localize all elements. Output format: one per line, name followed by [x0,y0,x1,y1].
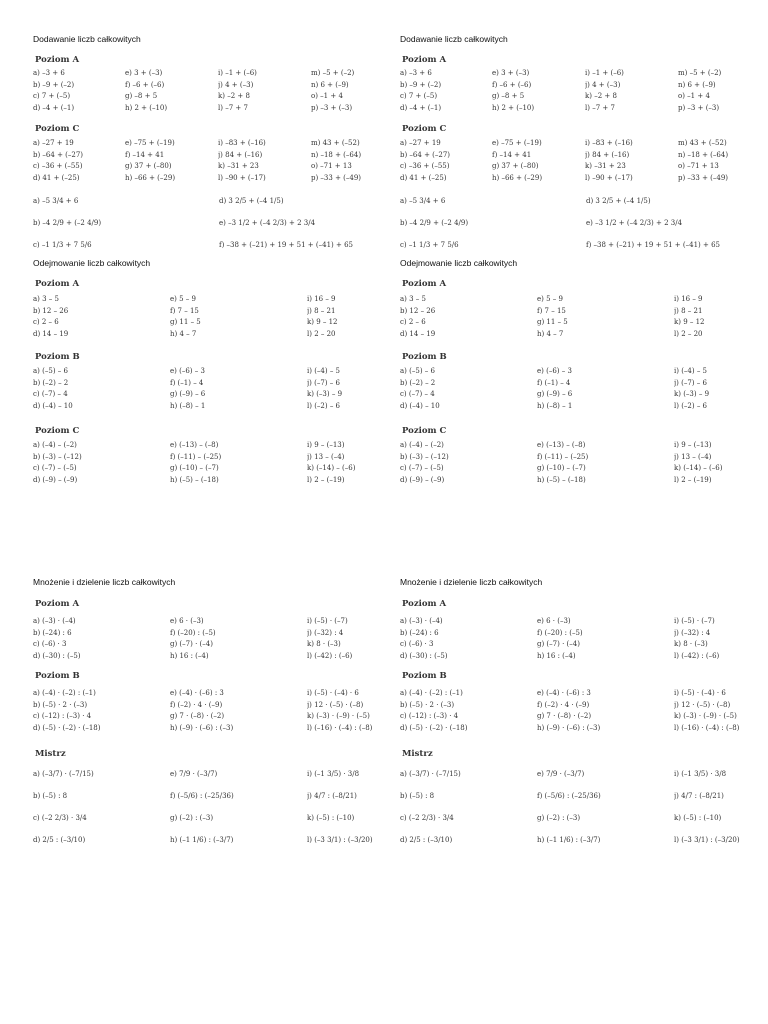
exercise-item: k) –2 + 8 [218,92,250,100]
exercise-item: d) (–9) – (–9) [33,475,78,484]
exercise-item: k) (–3) – 9 [674,390,710,398]
subtraction-level-c-heading: Poziom C [35,426,80,436]
exercise-item: d) (–30) : (–5) [400,651,448,660]
multiplication-master-heading: Mistrz [35,749,66,759]
addition-title: Dodawanie liczb całkowitych [400,34,508,44]
exercise-item: d) (–4) – 10 [33,401,73,410]
exercise-item: f) (–1) – 4 [170,378,204,387]
exercise-item: o) –1 + 4 [311,92,343,100]
exercise-item: l) (–2) – 6 [674,401,708,410]
addition-fraction-grid [400,190,768,256]
addition-level-a-grid [33,68,403,114]
exercise-item: e) 6 · (–3) [170,617,204,625]
exercise-item: p) –3 + (–3) [678,103,720,112]
exercise-item: c) (–12) : (–3) · 4 [33,712,92,720]
exercise-item: i) 9 – (–13) [307,441,345,449]
exercise-item: d) (–5) · (–2) · (–18) [33,723,101,732]
exercise-item: b) (–5) · 2 · (–3) [33,700,88,709]
exercise-item: e) 7/9 · (–3/7) [170,770,218,778]
exercise-item: n) –18 + (–64) [311,150,362,159]
exercise-item: c) –36 + (–55) [400,162,450,170]
exercise-item: f) (–2) · 4 · (–9) [537,700,590,709]
exercise-item: e) –3 1/2 + (–4 2/3) + 2 3/4 [219,219,316,227]
exercise-item: h) 16 : (–4) [170,651,209,660]
exercise-item: c) (–12) : (–3) · 4 [400,712,459,720]
exercise-item: l) (–2) – 6 [307,401,341,410]
exercise-item: i) (–4) – 5 [307,367,341,375]
exercise-item: l) 2 – (–19) [674,475,712,484]
exercise-item: g) 11 – 5 [170,318,201,326]
exercise-item: j) 12 · (–5) · (–8) [674,700,731,709]
exercise-item: h) (–5) – (–18) [537,475,586,484]
exercise-item: o) –71 + 13 [311,162,352,170]
exercise-item: a) –27 + 19 [33,139,74,147]
exercise-item: a) –5 3/4 + 6 [33,197,79,205]
exercise-item: b) (–3) – (–12) [400,452,449,461]
exercise-item: e) –3 1/2 + (–4 2/3) + 2 3/4 [586,219,683,227]
subtraction-level-c-grid [33,440,403,486]
exercise-item: c) (–6) · 3 [400,640,434,648]
exercise-item: k) (–14) – (–6) [307,464,356,472]
exercise-item: k) 9 – 12 [674,318,705,326]
exercise-item: f) –6 + (–6) [492,80,532,89]
exercise-item: d) (–9) – (–9) [400,475,445,484]
addition-level-c-heading: Poziom C [402,124,447,134]
exercise-item: c) –1 1/3 + 7 5/6 [33,241,92,249]
subtraction-level-b-heading: Poziom B [35,352,80,362]
exercise-item: g) (–9) – 6 [170,390,206,398]
exercise-item: j) 4 + (–3) [218,80,254,89]
exercise-item: i) 9 – (–13) [674,441,712,449]
multiplication-master-grid [33,763,403,851]
exercise-item: j) 4/7 : (–8/21) [307,792,357,800]
exercise-item: k) 8 · (–3) [674,640,708,648]
exercise-item: l) –90 + (–17) [585,173,633,182]
exercise-item: i) –1 + (–6) [585,69,624,77]
exercise-item: j) (–32) : 4 [307,628,344,637]
exercise-item: b) (–24) : 6 [33,628,72,637]
exercise-item: f) 7 – 15 [537,306,566,315]
exercise-item: h) 4 – 7 [170,329,197,338]
exercise-item: e) 6 · (–3) [537,617,571,625]
exercise-item: a) (–4) – (–2) [33,441,77,449]
subtraction-level-c-heading: Poziom C [402,426,447,436]
exercise-item: p) –33 + (–49) [311,173,362,182]
exercise-item: c) (–7) – (–5) [400,464,444,472]
exercise-item: a) (–5) – 6 [400,367,435,375]
exercise-item: f) –6 + (–6) [125,80,165,89]
exercise-item: c) 2 – 6 [400,318,426,326]
exercise-item: e) (–4) · (–6) : 3 [537,689,591,697]
exercise-item: c) (–2 2/3) · 3/4 [400,814,454,822]
exercise-item: k) (–3) · (–9) · (–5) [307,712,370,720]
addition-level-c-heading: Poziom C [35,124,80,134]
exercise-item: f) 7 – 15 [170,306,199,315]
multiplication-level-b-grid [33,688,403,734]
exercise-item: h) (–5) – (–18) [170,475,219,484]
subtraction-level-b-heading: Poziom B [402,352,447,362]
exercise-item: c) 7 + (–5) [400,92,438,100]
exercise-item: b) (–3) – (–12) [33,452,82,461]
exercise-item: c) (–7) – 4 [33,390,68,398]
exercise-item: i) –1 + (–6) [218,69,257,77]
exercise-item: l) (–3 3/1) : (–3/20) [674,836,740,844]
exercise-item: f) –14 + 41 [492,150,532,159]
exercise-item: f) –14 + 41 [125,150,165,159]
exercise-item: c) (–6) · 3 [33,640,67,648]
exercise-item: a) (–5) – 6 [33,367,68,375]
exercise-item: n) 6 + (–9) [678,80,716,89]
exercise-item: e) (–4) · (–6) : 3 [170,689,224,697]
exercise-item: k) –2 + 8 [585,92,617,100]
exercise-item: d) 2/5 : (–3/10) [33,836,86,844]
exercise-item: c) –36 + (–55) [33,162,83,170]
addition-level-c-grid [400,138,768,184]
exercise-item: i) –83 + (–16) [218,139,266,147]
exercise-item: m) –5 + (–2) [311,69,355,77]
exercise-item: k) (–5) : (–10) [307,814,355,822]
exercise-item: b) 12 – 26 [400,306,436,315]
exercise-item: p) –3 + (–3) [311,103,353,112]
exercise-item: k) 9 – 12 [307,318,338,326]
exercise-item: b) (–24) : 6 [400,628,439,637]
subtraction-title: Odejmowanie liczb całkowitych [400,258,518,268]
exercise-item: b) (–5) · 2 · (–3) [400,700,455,709]
exercise-item: g) (–7) · (–4) [537,640,580,648]
exercise-item: d) 3 2/5 + (–4 1/5) [586,197,651,205]
exercise-item: e) –75 + (–19) [492,139,542,147]
exercise-item: m) 43 + (–52) [311,139,360,147]
multiplication-title: Mnożenie i dzielenie liczb całkowitych [33,577,176,587]
exercise-item: a) (–4) – (–2) [400,441,444,449]
multiplication-level-b-heading: Poziom B [35,671,80,681]
exercise-item: g) (–10) – (–7) [170,464,219,472]
exercise-item: j) (–32) : 4 [674,628,711,637]
exercise-item: c) –1 1/3 + 7 5/6 [400,241,459,249]
subtraction-level-c-grid [400,440,768,486]
exercise-item: b) –4 2/9 + (–2 4/9) [33,219,102,227]
exercise-item: a) –27 + 19 [400,139,441,147]
exercise-item: h) 2 + (–10) [125,103,168,112]
exercise-item: j) 84 + (–16) [218,150,263,159]
exercise-item: j) 8 – 21 [674,306,703,315]
multiplication-level-b-grid [400,688,768,734]
exercise-item: i) (–1 3/5) · 3/8 [307,770,360,778]
exercise-item: a) 3 – 5 [400,295,426,303]
addition-level-a-heading: Poziom A [402,55,447,65]
exercise-item: n) –18 + (–64) [678,150,729,159]
exercise-item: g) (–9) – 6 [537,390,573,398]
subtraction-level-b-grid [400,366,768,412]
exercise-item: l) 2 – 20 [307,329,336,338]
exercise-item: l) –7 + 7 [218,103,248,112]
exercise-item: b) –64 + (–27) [400,150,451,159]
exercise-item: g) (–2) : (–3) [537,814,581,822]
exercise-item: b) –64 + (–27) [33,150,84,159]
exercise-item: h) (–1 1/6) : (–3/7) [537,836,601,844]
exercise-item: m) –5 + (–2) [678,69,722,77]
exercise-item: d) –4 + (–1) [33,103,75,112]
exercise-item: d) 41 + (–25) [33,173,80,182]
exercise-item: i) (–5) · (–4) · 6 [674,689,726,697]
subtraction-level-a-heading: Poziom A [35,279,80,289]
exercise-item: i) (–5) · (–4) · 6 [307,689,359,697]
exercise-item: g) 7 · (–8) · (–2) [170,712,225,720]
exercise-item: i) (–5) · (–7) [307,617,348,625]
exercise-item: f) (–5/6) : (–25/36) [170,792,234,800]
exercise-item: h) (–1 1/6) : (–3/7) [170,836,234,844]
exercise-item: c) 2 – 6 [33,318,59,326]
exercise-item: d) –4 + (–1) [400,103,442,112]
exercise-item: o) –1 + 4 [678,92,710,100]
multiplication-level-b-heading: Poziom B [402,671,447,681]
exercise-item: b) 12 – 26 [33,306,69,315]
exercise-item: k) (–5) : (–10) [674,814,722,822]
exercise-item: j) 8 – 21 [307,306,336,315]
exercise-item: h) 4 – 7 [537,329,564,338]
addition-level-a-grid [400,68,768,114]
exercise-item: j) (–7) – 6 [307,378,340,387]
exercise-item: d) 3 2/5 + (–4 1/5) [219,197,284,205]
exercise-item: g) (–7) · (–4) [170,640,213,648]
multiplication-level-a-grid [400,616,768,662]
exercise-item: i) 16 – 9 [307,295,336,303]
addition-title: Dodawanie liczb całkowitych [33,34,141,44]
exercise-item: j) 12 · (–5) · (–8) [307,700,364,709]
exercise-item: k) (–3) – 9 [307,390,343,398]
exercise-item: c) (–2 2/3) · 3/4 [33,814,87,822]
exercise-item: l) (–3 3/1) : (–3/20) [307,836,373,844]
exercise-item: a) –3 + 6 [400,69,432,77]
exercise-item: j) 13 – (–4) [307,452,345,461]
exercise-item: g) 7 · (–8) · (–2) [537,712,592,720]
exercise-item: b) –4 2/9 + (–2 4/9) [400,219,469,227]
multiplication-level-a-heading: Poziom A [402,599,447,609]
exercise-item: g) (–10) – (–7) [537,464,586,472]
exercise-item: a) (–3) · (–4) [400,617,443,625]
multiplication-title: Mnożenie i dzielenie liczb całkowitych [400,577,543,587]
exercise-item: f) (–20) : (–5) [537,628,583,637]
exercise-item: e) 3 + (–3) [492,69,530,77]
exercise-item: b) (–2) – 2 [400,378,436,387]
exercise-item: f) (–2) · 4 · (–9) [170,700,223,709]
exercise-item: l) (–16) · (–4) : (–8) [674,723,740,732]
exercise-item: c) 7 + (–5) [33,92,71,100]
exercise-item: d) (–5) · (–2) · (–18) [400,723,468,732]
exercise-item: d) (–4) – 10 [400,401,440,410]
addition-level-c-grid [33,138,403,184]
exercise-item: f) –38 + (–21) + 19 + 51 + (–41) + 65 [586,241,720,249]
exercise-item: k) (–3) · (–9) · (–5) [674,712,737,720]
exercise-item: d) 14 – 19 [33,329,69,338]
exercise-item: a) –5 3/4 + 6 [400,197,446,205]
subtraction-level-a-heading: Poziom A [402,279,447,289]
exercise-item: g) (–2) : (–3) [170,814,214,822]
exercise-item: e) (–13) – (–8) [170,441,219,449]
exercise-item: e) 7/9 · (–3/7) [537,770,585,778]
exercise-item: i) (–5) · (–7) [674,617,715,625]
subtraction-level-a-grid [400,294,768,340]
exercise-item: a) 3 – 5 [33,295,59,303]
exercise-item: k) (–14) – (–6) [674,464,723,472]
subtraction-title: Odejmowanie liczb całkowitych [33,258,151,268]
exercise-item: k) –31 + 23 [218,162,259,170]
exercise-item: l) –90 + (–17) [218,173,266,182]
exercise-item: h) (–8) – 1 [170,401,206,410]
exercise-item: d) 41 + (–25) [400,173,447,182]
exercise-item: o) –71 + 13 [678,162,719,170]
exercise-item: k) 8 · (–3) [307,640,341,648]
exercise-item: d) 14 – 19 [400,329,436,338]
exercise-item: f) (–1) – 4 [537,378,571,387]
addition-fraction-grid [33,190,403,256]
exercise-item: p) –33 + (–49) [678,173,729,182]
exercise-item: a) (–3/7) · (–7/15) [400,770,461,778]
exercise-item: b) –9 + (–2) [400,80,442,89]
exercise-item: e) 5 – 9 [537,295,563,303]
exercise-item: h) (–8) – 1 [537,401,573,410]
exercise-item: c) (–7) – 4 [400,390,435,398]
exercise-item: e) –75 + (–19) [125,139,175,147]
exercise-item: i) –83 + (–16) [585,139,633,147]
exercise-item: j) 84 + (–16) [585,150,630,159]
exercise-item: e) 5 – 9 [170,295,196,303]
subtraction-level-b-grid [33,366,403,412]
multiplication-master-grid [400,763,768,851]
exercise-item: h) –66 + (–29) [125,173,176,182]
exercise-item: h) (–9) · (–6) : (–3) [537,723,601,732]
exercise-item: e) (–13) – (–8) [537,441,586,449]
exercise-item: l) (–42) : (–6) [674,651,720,660]
exercise-item: l) –7 + 7 [585,103,615,112]
addition-level-a-heading: Poziom A [35,55,80,65]
exercise-item: a) (–3/7) · (–7/15) [33,770,94,778]
exercise-item: m) 43 + (–52) [678,139,727,147]
exercise-item: a) (–4) · (–2) : (–1) [33,689,96,697]
exercise-item: j) 13 – (–4) [674,452,712,461]
exercise-item: g) 37 + (–80) [492,162,539,170]
exercise-item: h) (–9) · (–6) : (–3) [170,723,234,732]
exercise-item: l) 2 – (–19) [307,475,345,484]
exercise-item: j) 4 + (–3) [585,80,621,89]
exercise-item: j) (–7) – 6 [674,378,707,387]
exercise-item: c) (–7) – (–5) [33,464,77,472]
exercise-item: l) (–16) · (–4) : (–8) [307,723,373,732]
exercise-item: f) (–11) – (–25) [537,452,589,461]
exercise-item: f) –38 + (–21) + 19 + 51 + (–41) + 65 [219,241,353,249]
exercise-item: d) (–30) : (–5) [33,651,81,660]
exercise-item: k) –31 + 23 [585,162,626,170]
exercise-item: i) (–4) – 5 [674,367,708,375]
exercise-item: f) (–5/6) : (–25/36) [537,792,601,800]
exercise-item: h) 16 : (–4) [537,651,576,660]
exercise-item: j) 4/7 : (–8/21) [674,792,724,800]
exercise-item: g) 37 + (–80) [125,162,172,170]
exercise-item: i) 16 – 9 [674,295,703,303]
exercise-item: b) (–5) : 8 [400,792,435,800]
exercise-item: h) 2 + (–10) [492,103,535,112]
exercise-item: g) –8 + 5 [492,92,525,100]
exercise-item: f) (–20) : (–5) [170,628,216,637]
exercise-item: g) 11 – 5 [537,318,568,326]
exercise-item: e) (–6) – 3 [170,367,205,375]
exercise-item: g) –8 + 5 [125,92,158,100]
exercise-item: b) (–5) : 8 [33,792,68,800]
exercise-item: b) (–2) – 2 [33,378,69,387]
exercise-item: n) 6 + (–9) [311,80,349,89]
exercise-item: e) 3 + (–3) [125,69,163,77]
exercise-item: d) 2/5 : (–3/10) [400,836,453,844]
exercise-item: f) (–11) – (–25) [170,452,222,461]
exercise-item: i) (–1 3/5) · 3/8 [674,770,727,778]
multiplication-level-a-grid [33,616,403,662]
multiplication-level-a-heading: Poziom A [35,599,80,609]
exercise-item: l) (–42) : (–6) [307,651,353,660]
exercise-item: b) –9 + (–2) [33,80,75,89]
multiplication-master-heading: Mistrz [402,749,433,759]
exercise-item: l) 2 – 20 [674,329,703,338]
exercise-item: a) (–4) · (–2) : (–1) [400,689,463,697]
subtraction-level-a-grid [33,294,403,340]
exercise-item: a) –3 + 6 [33,69,65,77]
exercise-item: a) (–3) · (–4) [33,617,76,625]
exercise-item: e) (–6) – 3 [537,367,572,375]
exercise-item: h) –66 + (–29) [492,173,543,182]
